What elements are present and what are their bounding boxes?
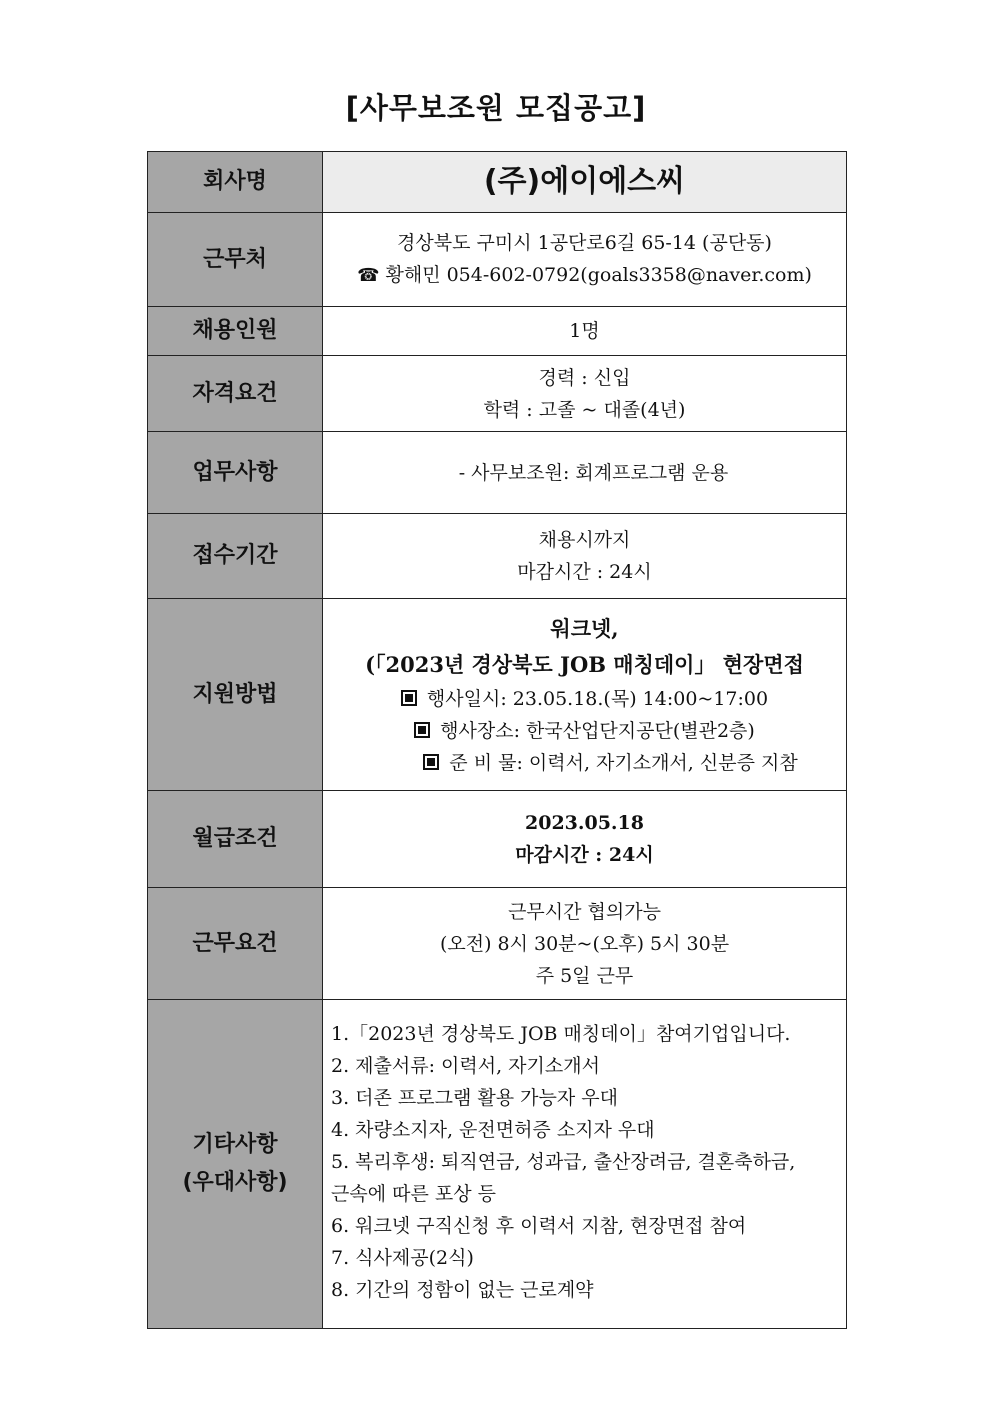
label-conditions: 근무요건 [148, 888, 323, 1000]
company-name: (주)에이에스씨 [323, 152, 847, 213]
label-headcount: 채용인원 [148, 307, 323, 356]
label-etc-line2: (우대사항) [182, 1170, 288, 1195]
square-bullet-icon [414, 722, 430, 738]
list-item: 7. 식사제공(2식) [331, 1247, 474, 1269]
phone-icon: ☎ [357, 265, 380, 286]
label-duties: 업무사항 [148, 432, 323, 514]
row-company [148, 152, 847, 213]
conditions-cell [323, 888, 847, 1000]
salary-cell [323, 791, 847, 888]
qualification-cell [323, 356, 847, 432]
qualification-education: 학력 : 고졸 ~ 대졸(4년) [483, 398, 686, 421]
list-item: 6. 워크넷 구직신청 후 이력서 지참, 현장면접 참여 [331, 1215, 747, 1237]
square-bullet-icon [423, 754, 439, 770]
label-workplace: 근무처 [148, 213, 323, 307]
list-item: 근속에 따른 포상 등 [331, 1183, 496, 1205]
row-workplace [148, 213, 847, 307]
qualification-career: 경력 : 신입 [538, 366, 631, 389]
list-item: 2. 제출서류: 이력서, 자기소개서 [331, 1055, 600, 1077]
apply-cell [323, 599, 847, 791]
period-until: 채용시까지 [538, 529, 631, 551]
etc-list [323, 1000, 846, 1328]
period-deadline: 마감시간 : 24시 [517, 561, 652, 583]
list-item: 4. 차량소지자, 운전면허증 소지자 우대 [331, 1119, 655, 1141]
etc-cell [323, 1000, 847, 1329]
conditions-hours: (오전) 8시 30분~(오후) 5시 30분 [439, 932, 730, 955]
list-item: 5. 복리후생: 퇴직연금, 성과급, 출산장려금, 결혼축하금, [331, 1151, 796, 1173]
job-posting-table [147, 151, 847, 1329]
label-salary: 월급조건 [148, 791, 323, 888]
apply-heading-worknet: 워크넷, [550, 615, 619, 641]
apply-item-materials: 준 비 물: 이력서, 자기소개서, 신분증 지참 [323, 747, 846, 779]
square-bullet-icon [401, 690, 417, 706]
row-qualification [148, 356, 847, 432]
apply-item-place: 행사장소: 한국산업단지공단(별관2층) [323, 715, 846, 747]
duties-value: - 사무보조원: 회계프로그램 운용 [323, 432, 847, 514]
label-apply: 지원방법 [148, 599, 323, 791]
list-item: 3. 더존 프로그램 활용 가능자 우대 [331, 1087, 618, 1109]
row-conditions [148, 888, 847, 1000]
page-title: [사무보조원 모집공고] [345, 91, 647, 125]
list-item: 8. 기간의 정함이 없는 근로계약 [331, 1279, 594, 1301]
label-etc-line1: 기타사항 [192, 1132, 278, 1157]
row-etc [148, 1000, 847, 1329]
row-salary [148, 791, 847, 888]
conditions-negotiable: 근무시간 협의가능 [508, 900, 661, 923]
row-apply [148, 599, 847, 791]
apply-item-date: 행사일시: 23.05.18.(목) 14:00~17:00 [323, 683, 846, 715]
apply-heading-event: (「2023년 경상북도 JOB 매칭데이」 현장면접 [365, 651, 804, 677]
row-duties [148, 432, 847, 514]
list-item: 1.「2023년 경상북도 JOB 매칭데이」참여기업입니다. [331, 1023, 791, 1045]
salary-deadline: 마감시간 : 24시 [515, 844, 654, 866]
label-company: 회사명 [148, 152, 323, 213]
label-qualification: 자격요건 [148, 356, 323, 432]
workplace-contact: 황해민 054-602-0792(goals3358@naver.com) [385, 264, 812, 286]
salary-date: 2023.05.18 [525, 812, 644, 834]
label-period: 접수기간 [148, 514, 323, 599]
label-etc [148, 1000, 323, 1329]
workplace-cell [323, 213, 847, 307]
row-period [148, 514, 847, 599]
period-cell [323, 514, 847, 599]
workplace-address: 경상북도 구미시 1공단로6길 65-14 (공단동) [397, 232, 772, 254]
row-headcount [148, 307, 847, 356]
conditions-days: 주 5일 근무 [535, 964, 634, 987]
headcount-value: 1명 [323, 307, 847, 356]
